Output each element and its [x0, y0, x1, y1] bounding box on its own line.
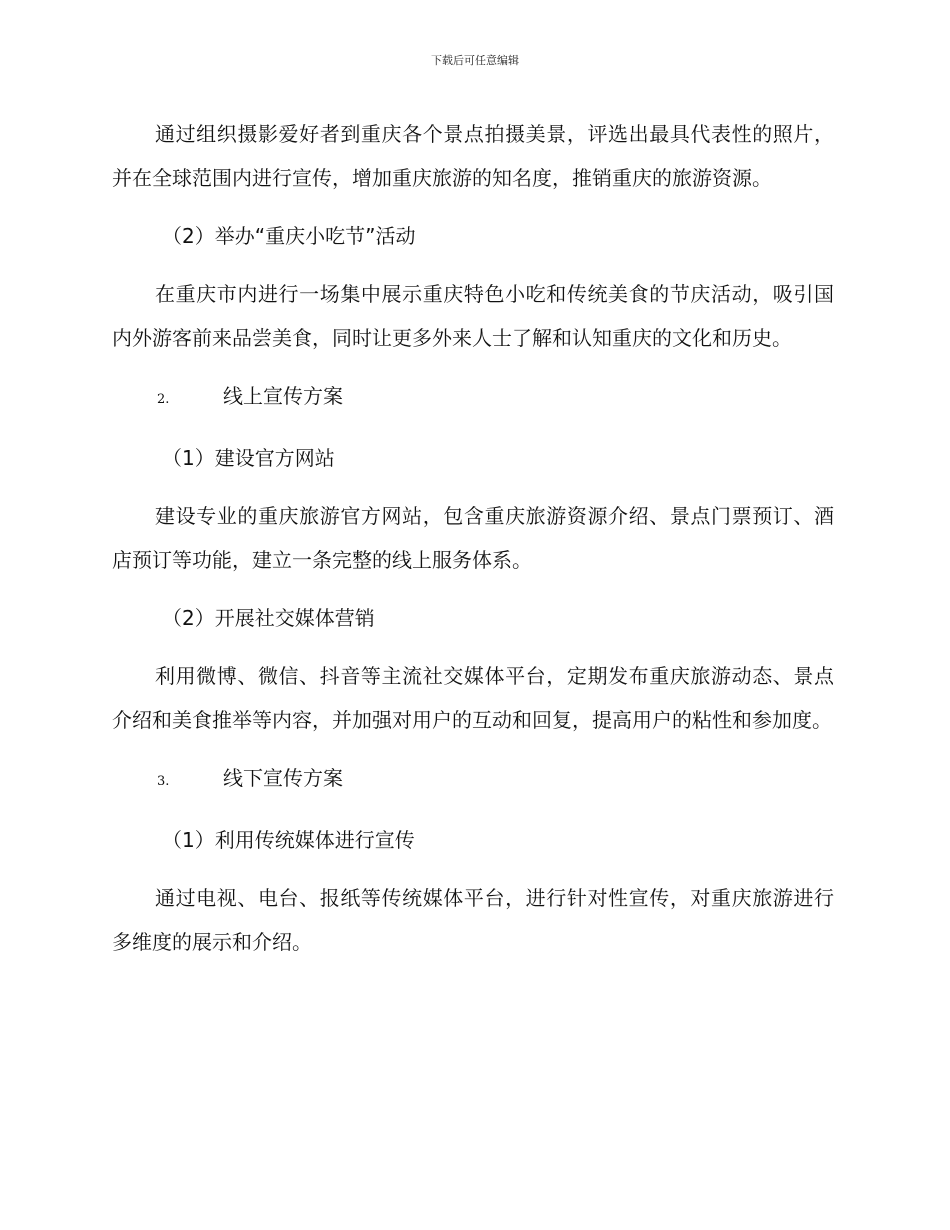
section-title: 线下宣传方案	[223, 766, 343, 790]
page-header-note: 下载后可任意编辑	[431, 54, 519, 67]
section-heading-online	[112, 374, 834, 422]
document-body	[112, 112, 834, 978]
paragraph-photography: 通过组织摄影爱好者到重庆各个景点拍摄美景，评选出最具代表性的照片，并在全球范围内进行宣传，增加重庆旅游的知名度，推销重庆的旅游资源。	[112, 122, 834, 190]
subheading-official-website: （1）建设官方网站	[162, 446, 335, 470]
subheading-snack-festival: （2）举办“重庆小吃节”活动	[162, 224, 416, 248]
section-number: 2.	[157, 392, 170, 407]
paragraph-traditional-media: 通过电视、电台、报纸等传统媒体平台，进行针对性宣传，对重庆旅游进行多维度的展示和介绍。	[112, 886, 834, 954]
subheading-social-media: （2）开展社交媒体营销	[162, 606, 375, 630]
paragraph-official-website: 建设专业的重庆旅游官方网站，包含重庆旅游资源介绍、景点门票预订、酒店预订等功能，建立一条完整的线上服务体系。	[112, 504, 834, 572]
paragraph-snack-festival: 在重庆市内进行一场集中展示重庆特色小吃和传统美食的节庆活动，吸引国内外游客前来品尝美食，同时让更多外来人士了解和认知重庆的文化和历史。	[112, 282, 834, 350]
paragraph-social-media: 利用微博、微信、抖音等主流社交媒体平台，定期发布重庆旅游动态、景点介绍和美食推举等内容，并加强对用户的互动和回复，提高用户的粘性和参加度。	[112, 664, 834, 732]
subheading-traditional-media: （1）利用传统媒体进行宣传	[162, 828, 415, 852]
section-title: 线上宣传方案	[223, 384, 343, 408]
section-number: 3.	[157, 774, 170, 789]
section-heading-offline	[112, 756, 834, 804]
